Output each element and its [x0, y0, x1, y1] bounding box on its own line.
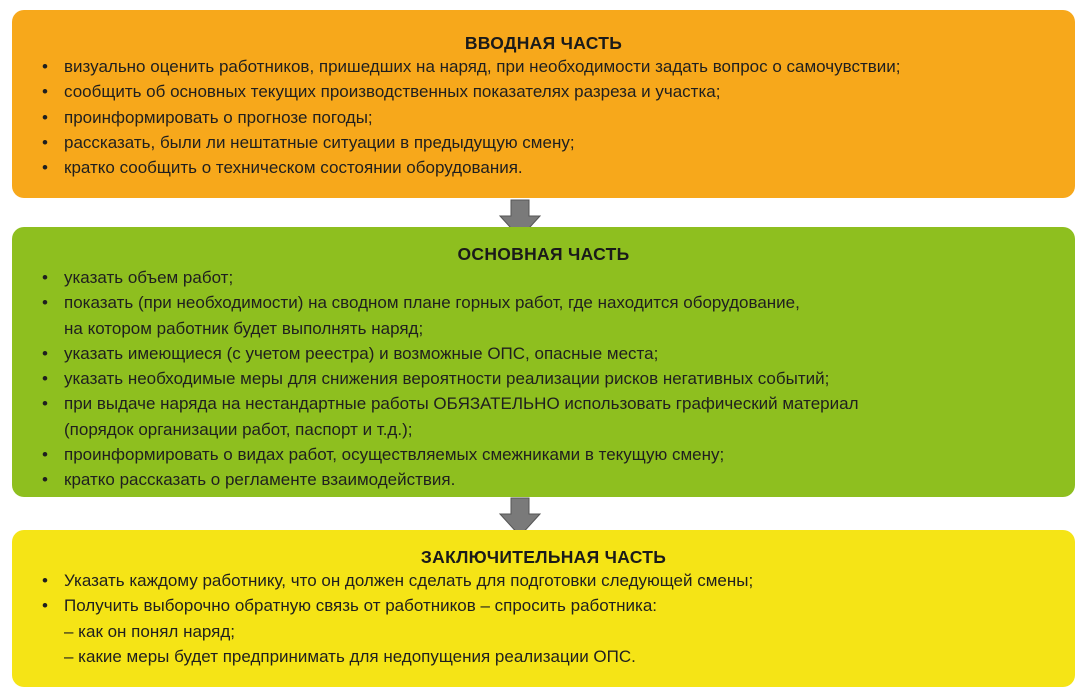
list-item: • указать необходимые меры для снижения вероятности реализации рисков негативных событий;: [42, 366, 1075, 391]
main-title: ОСНОВНАЯ ЧАСТЬ: [457, 244, 630, 264]
main-list: [42, 265, 1075, 493]
list-item: • кратко сообщить о техническом состоянии оборудования.: [42, 155, 1075, 180]
bullet: •: [42, 596, 48, 616]
bullet: •: [42, 369, 48, 389]
final-list: [42, 568, 1075, 669]
bullet: •: [42, 158, 48, 178]
bullet: •: [42, 445, 48, 465]
final-title: ЗАКЛЮЧИТЕЛЬНАЯ ЧАСТЬ: [420, 547, 667, 567]
bullet: •: [42, 82, 48, 102]
list-item: • кратко рассказать о регламенте взаимодействия.: [42, 467, 1075, 492]
sub-item: – какие меры будет предпринимать для недопущения реализации ОПС.: [64, 646, 636, 666]
bullet: •: [42, 470, 48, 490]
bullet: •: [42, 394, 48, 414]
bullet: •: [42, 132, 48, 152]
list-item: • при выдаче наряда на нестандартные работы ОБЯЗАТЕЛЬНО использовать графический материал (порядок организации работ, паспорт и т.д.);: [42, 391, 1075, 442]
list-item: • Получить выборочно обратную связь от работников – спросить работника:: [42, 593, 1075, 618]
intro-list: [42, 54, 1075, 180]
list-item: • рассказать, были ли нештатные ситуации в предыдущую смену;: [42, 130, 1075, 155]
main-panel: [12, 227, 1075, 497]
bullet: •: [42, 293, 48, 313]
bullet: •: [42, 571, 48, 590]
bullet: •: [42, 57, 48, 76]
intro-panel: [12, 10, 1075, 198]
list-item: • проинформировать о прогнозе погоды;: [42, 105, 1075, 130]
bullet: •: [42, 107, 48, 127]
sub-item: – как он понял наряд;: [64, 621, 236, 641]
bullet: •: [42, 343, 48, 363]
list-item: • Указать каждому работнику, что он должен сделать для подготовки следующей смены;: [42, 568, 1075, 593]
final-panel: [12, 530, 1075, 687]
list-item: • визуально оценить работников, пришедших на наряд, при необходимости задать вопрос о самочувствии;: [42, 54, 1075, 79]
list-item: • проинформировать о видах работ, осуществляемых смежниками в текущую смену;: [42, 442, 1075, 467]
intro-title: ВВОДНАЯ ЧАСТЬ: [464, 33, 623, 53]
list-item: • указать объем работ;: [42, 265, 1075, 290]
list-item: • показать (при необходимости) на сводном плане горных работ, где находится оборудование, на котором работник будет выполнять наряд;: [42, 290, 1075, 341]
list-item: • указать имеющиеся (с учетом реестра) и возможные ОПС, опасные места;: [42, 341, 1075, 366]
list-item: • сообщить об основных текущих производственных показателях разреза и участка;: [42, 79, 1075, 104]
bullet: •: [42, 268, 48, 287]
